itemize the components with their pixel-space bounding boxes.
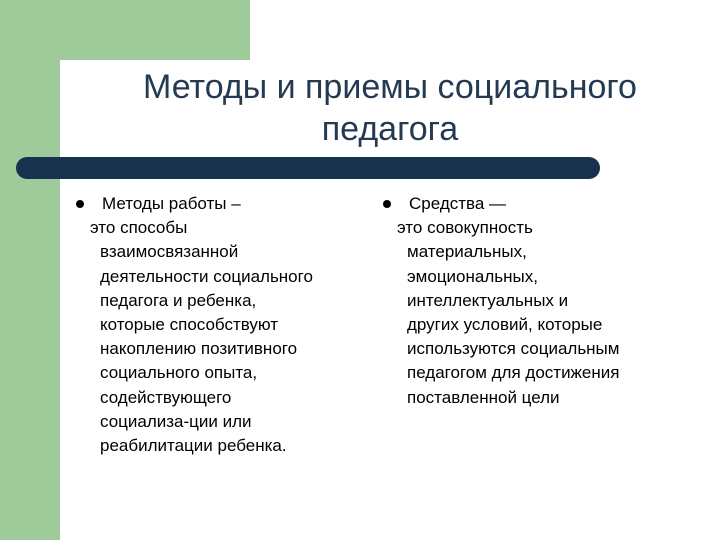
left-lead: это способы bbox=[90, 218, 188, 238]
right-column bbox=[383, 192, 693, 410]
title-divider-bar bbox=[16, 157, 600, 179]
bullet-icon bbox=[383, 200, 391, 208]
slide-title: Методы и приемы социального педагога bbox=[143, 68, 637, 148]
right-heading: Средства — bbox=[409, 194, 507, 213]
left-column bbox=[76, 192, 376, 458]
right-body: материальных, эмоциональных, интеллектуальных и других условий, которые используются социальным педагогом для достижения поставленной цели bbox=[407, 242, 620, 407]
left-heading: Методы работы – bbox=[102, 194, 241, 213]
right-lead: это совокупность bbox=[397, 218, 533, 238]
left-body: взаимосвязанной деятельности социального педагога и ребенка, которые способствуют накоплению позитивного социального опыта, содействующего социализа-ции или реабилитации ребенка. bbox=[100, 242, 313, 456]
green-sidebar-strip bbox=[0, 0, 60, 540]
bullet-icon bbox=[76, 200, 84, 208]
